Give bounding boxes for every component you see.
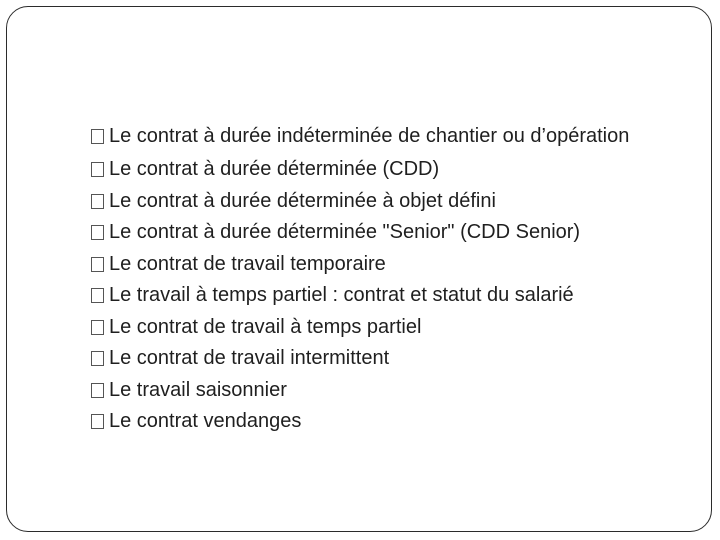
square-bullet-icon: [91, 225, 104, 240]
square-bullet-icon: [91, 162, 104, 177]
list-item: [91, 123, 691, 154]
square-bullet-icon: [91, 320, 104, 335]
list-item: [91, 154, 691, 186]
contract-types-list: [91, 123, 691, 438]
square-bullet-icon: [91, 288, 104, 303]
list-item: [91, 249, 691, 281]
slide-frame: [6, 6, 712, 532]
list-item: [91, 217, 691, 249]
list-item-text: Le contrat vendanges: [109, 410, 302, 432]
list-item-text: Le travail saisonnier: [109, 378, 287, 401]
list-item-text: Le contrat à durée indéterminée de chantier ou d’opération: [109, 125, 630, 147]
list-item: [91, 186, 691, 218]
list-item: [91, 343, 691, 375]
list-item-text: Le contrat de travail à temps partiel: [109, 315, 422, 338]
list-item: [91, 312, 691, 344]
list-item-text: Le contrat de travail intermittent: [109, 347, 390, 369]
square-bullet-icon: [91, 257, 104, 272]
list-item: [91, 406, 691, 438]
list-item-text: Le contrat à durée déterminée (CDD): [109, 158, 440, 180]
list-item-text: Le travail à temps partiel : contrat et statut du salarié: [109, 284, 574, 306]
list-item: [91, 280, 691, 312]
square-bullet-icon: [91, 351, 104, 366]
square-bullet-icon: [91, 383, 104, 398]
square-bullet-icon: [91, 414, 104, 429]
list-item-text: Le contrat à durée déterminée à objet défini: [109, 189, 496, 212]
square-bullet-icon: [91, 194, 104, 209]
square-bullet-icon: [91, 129, 104, 144]
list-item-text: Le contrat de travail temporaire: [109, 252, 386, 275]
list-item-text: Le contrat à durée déterminée "Senior" (CDD Senior): [109, 221, 581, 243]
list-item: [91, 375, 691, 407]
